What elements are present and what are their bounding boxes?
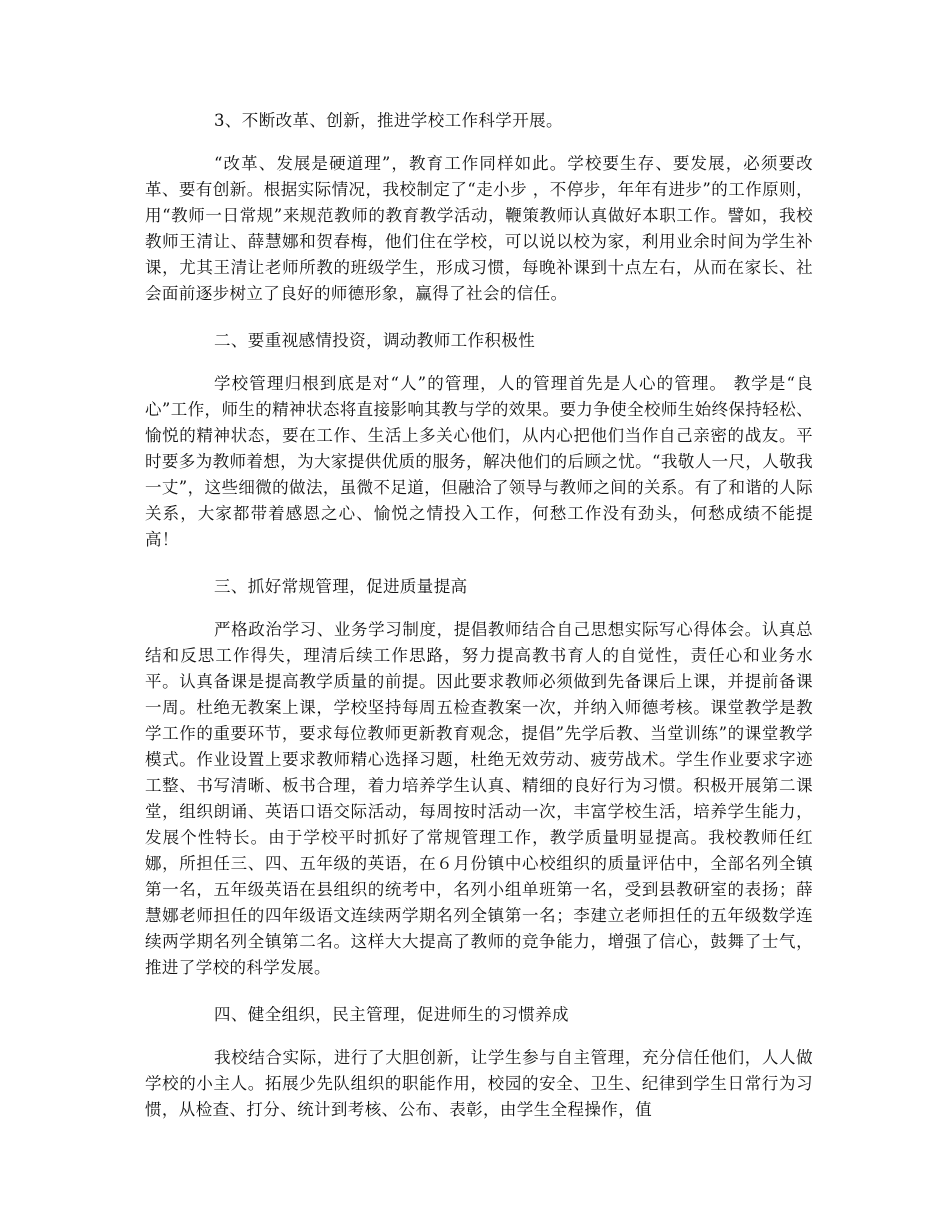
section-paragraph-emotional-investment: 学校管理归根到底是对“人”的管理，人的管理首先是人心的管理。 教学是“良心”工作，师生的精神状态将直接影响其教与学的效果。要力争使全校师生始终保持轻松、愉悦的精神状态，要在工作、生活上多关心他们，从内心把他们当作自己亲密的战友。平时要多为教师着想，为大家提供优质的服务，解决他们的后顾之忧。“我敬人一尺，人敬我一丈”，这些细微的做法，虽微不足道，但融洽了领导与教师之间的关系。有了和谐的人际关系，大家都带着感恩之心、愉悦之情投入工作，何愁工作没有劲头，何愁成绩不能提高！ (145, 374, 813, 549)
document-page (145, 108, 813, 1123)
section-paragraph-reform: “改革、发展是硬道理”，教育工作同样如此。学校要生存、要发展，必须要改革、要有创新。根据实际情况，我校制定了“走小步 ，不停步，年年有进步”的工作原则，用“教师一日常规”来规范教师的教育教学活动，鞭策教师认真做好本职工作。譬如，我校教师王清让、薛慧娜和贺春梅，他们住在学校，可以说以校为家，利用业余时间为学生补课，尤其王清让老师所教的班级学生，形成习惯，每晚补课到十点左右，从而在家长、社会面前逐步树立了良好的师德形象，赢得了社会的信任。 (145, 154, 813, 303)
section-paragraph-democratic-management: 我校结合实际，进行了大胆创新，让学生参与自主管理，充分信任他们，人人做学校的小主人。拓展少先队组织的职能作用，校园的安全、卫生、纪律到学生日常行为习惯，从检查、打分、统计到考核、公布、表彰，由学生全程操作，值 (145, 1048, 813, 1119)
section-heading-reform: 3、不断改革、创新，推进学校工作科学开展。 (214, 111, 563, 130)
section-heading-routine-management: 三、抓好常规管理，促进质量提高 (214, 577, 468, 596)
section-heading-emotional-investment: 二、要重视感情投资，调动教师工作积极性 (214, 331, 536, 350)
section-paragraph-routine-management: 严格政治学习、业务学习制度，提倡教师结合自己思想实际写心得体会。认真总结和反思工作得失，理清后续工作思路，努力提高教书育人的自觉性，责任心和业务水平。认真备课是提高教学质量的前提。因此要求教师必须做到先备课后上课，并提前备课一周。杜绝无教案上课，学校坚持每周五检查教案一次，并纳入师德考核。课堂教学是教学工作的重要环节，要求每位教师更新教育观念，提倡”先学后教、当堂训练”的课堂教学模式。作业设置上要求教师精心选择习题，杜绝无效劳动、疲劳战术。学生作业要求字迹工整、书写清晰、板书合理，着力培养学生认真、精细的良好行为习惯。积极开展第二课堂，组织朗诵、英语口语交际活动，每周按时活动一次，丰富学校生活，培养学生能力，发展个性特长。由于学校平时抓好了常规管理工作，教学质量明显提高。我校教师任红娜，所担任三、四、五年级的英语，在６月份镇中心校组织的质量评估中，全部名列全镇第一名，五年级英语在县组织的统考中，名列小组单班第一名，受到县教研室的表扬；薛慧娜老师担任的四年级语文连续两学期名列全镇第一名；李建立老师担任的五年级数学连续两学期名列全镇第二名。这样大大提高了教师的竞争能力，增强了信心，鼓舞了士气，推进了学校的科学发展。 (145, 620, 813, 977)
section-heading-democratic-management: 四、健全组织，民主管理，促进师生的习惯养成 (214, 1005, 569, 1024)
